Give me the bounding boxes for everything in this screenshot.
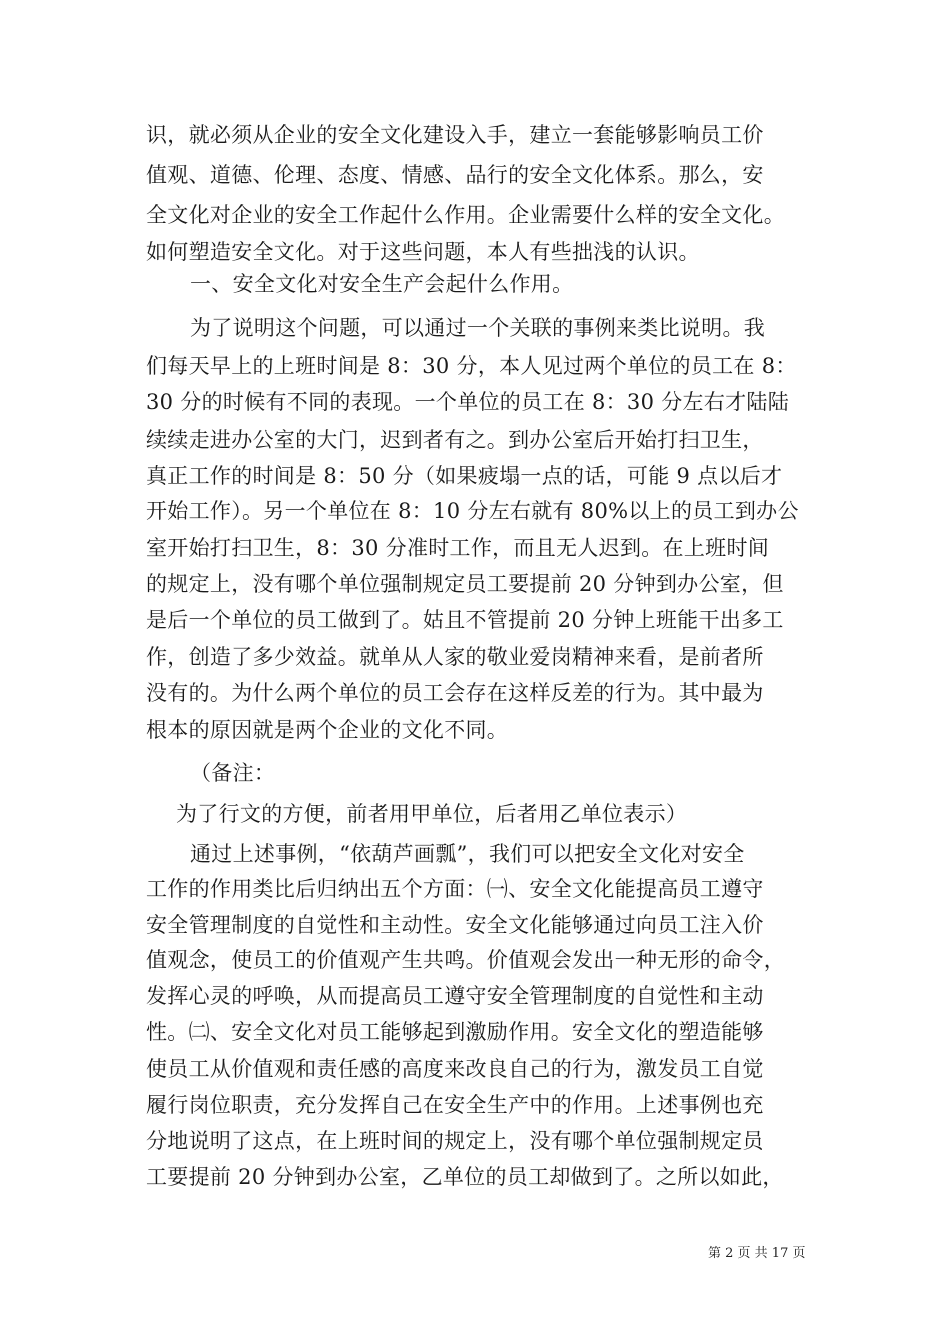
note-text: 为了行文的方便，前者用甲单位，后者用乙单位表示）: [176, 802, 688, 826]
text-line: 安全管理制度的自觉性和主动性。安全文化能够通过向员工注入价: [146, 913, 764, 937]
text-line: 全文化对企业的安全工作起什么作用。企业需要什么样的安全文化。: [146, 203, 785, 227]
text-line: 如何塑造安全文化。对于这些问题，本人有些拙浅的认识。: [146, 240, 700, 264]
section-heading: 一、安全文化对安全生产会起什么作用。: [190, 272, 574, 296]
text-line: 的规定上，没有哪个单位强制规定员工要提前 20 分钟到办公室，但: [146, 572, 784, 596]
text-line: 为了说明这个问题，可以通过一个关联的事例来类比说明。我: [190, 316, 766, 340]
text-line: 值观、道德、伦理、态度、情感、品行的安全文化体系。那么，安: [146, 163, 764, 187]
note-label: （备注：: [190, 761, 276, 785]
text-line: 识，就必须从企业的安全文化建设入手，建立一套能够影响员工价: [146, 123, 764, 147]
text-line: 性。㈡、安全文化对员工能够起到激励作用。安全文化的塑造能够: [146, 1020, 764, 1044]
text-line: 履行岗位职责，充分发挥自己在安全生产中的作用。上述事例也充: [146, 1093, 764, 1117]
text-line: 分地说明了这点，在上班时间的规定上，没有哪个单位强制规定员: [146, 1129, 764, 1153]
text-line: 真正工作的时间是 8：50 分（如果疲塌一点的话，可能 9 点以后才: [146, 464, 783, 488]
page-number-footer: 第 2 页 共 17 页: [708, 1246, 806, 1261]
text-line: 续续走进办公室的大门，迟到者有之。到办公室后开始打扫卫生，: [146, 428, 764, 452]
text-line: 开始工作）。另一个单位在 8：10 分左右就有 80%以上的员工到办公: [146, 499, 799, 523]
text-line: 工要提前 20 分钟到办公室，乙单位的员工却做到了。之所以如此，: [146, 1165, 784, 1189]
text-line: 通过上述事例，“依葫芦画瓢”，我们可以把安全文化对安全: [190, 842, 745, 866]
text-line: 作，创造了多少效益。就单从人家的敬业爱岗精神来看，是前者所: [146, 645, 764, 669]
text-line: 值观念，使员工的价值观产生共鸣。价值观会发出一种无形的命令，: [146, 948, 785, 972]
text-line: 使员工从价值观和责任感的高度来改良自己的行为，激发员工自觉: [146, 1057, 764, 1081]
text-line: 是后一个单位的员工做到了。姑且不管提前 20 分钟上班能干出多工: [146, 608, 784, 632]
text-line: 没有的。为什么两个单位的员工会存在这样反差的行为。其中最为: [146, 681, 764, 705]
text-line: 室开始打扫卫生，8：30 分准时工作，而且无人迟到。在上班时间: [146, 536, 770, 560]
text-line: 发挥心灵的呼唤，从而提高员工遵守安全管理制度的自觉性和主动: [146, 984, 764, 1008]
text-line: 根本的原因就是两个企业的文化不同。: [146, 718, 509, 742]
text-line: 工作的作用类比后归纳出五个方面：㈠、安全文化能提高员工遵守: [146, 877, 764, 901]
text-line: 30 分的时候有不同的表现。一个单位的员工在 8：30 分左右才陆陆: [146, 390, 790, 414]
text-line: 们每天早上的上班时间是 8：30 分，本人见过两个单位的员工在 8：: [146, 354, 797, 378]
